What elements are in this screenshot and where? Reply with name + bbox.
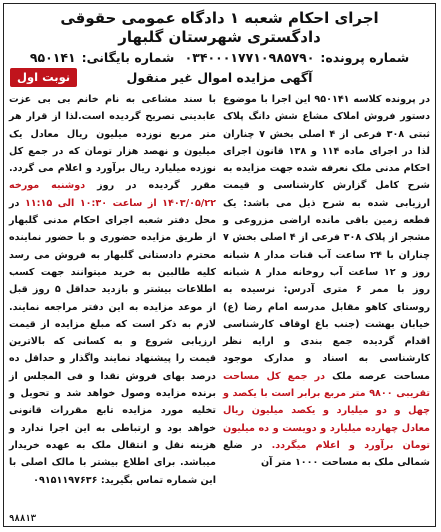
left-column-text [9,91,216,489]
reference-code: ۹۸۸۱۳ [9,514,37,524]
right-text-2: در ضلع شمالی ملک به مساحت ۱۰۰۰ متر آن [223,439,430,469]
round-badge: نوبت اول [10,68,77,87]
notice-body [4,89,435,489]
notice-title-line1: اجرای احکام شعبه ۱ دادگاه عمومی حقوقی [60,9,379,27]
notice-page [3,3,436,527]
archive-number: ۹۵۰۱۴۱ [29,50,76,65]
case-number-label: شماره پرونده: [320,50,410,65]
notice-subtitle: آگهی مزایده اموال غیر منقول [126,70,313,85]
case-number: ۰۳۴۰۰۰۱۷۷۱۰۹۸۵۷۹۰ [184,50,315,65]
left-text-2: در محل دفتر شعبه اجرای احکام مدنی گلبهار از طریق مزایده حضوری و با حضور نماینده محترم دادستانی گلبهار به فروش می رسد کلیه طالبین به خرید میتوانند جهت کسب اطلاعات بیشتر و بازدید حداقل ۵ روز قبل از موعد مزایده به این دفتر مراجعه نمایند. لازم به ذکر است که مبلغ مزایده از قیمت ارزیابی شروع و به کسانی که بالاترین قیمت را پیشنهاد نمایند واگذار و حداقل ده درصد بهای فروش نقدا و فی المجلس از برنده مزایده وصول خواهد شد و تحویل و تخلیه مورد مزایده تابع مقررات قانونی خواهد بود و ارتباطی به این اجرا ندارد و هزینه نقل و انتقال ملک به عهده خریدار میباشد. برای اطلاع بیشتر با مالک اصلی با این شماره تماس بگیرید: ۰۹۱۵۱۱۹۷۶۳۶ [9,197,217,486]
right-column [223,91,430,489]
notice-title-line2: دادگستری شهرستان گلبهار [118,28,321,46]
right-text-highlight: در جمع کل مساحت تقریبی ۹۸۰۰ متر مربع برابر است با یکصد و چهل و دو میلیارد و یکصد میلیون ریال معادل چهارده میلیارد و دویست و ده میلیون تومان برآورد و اعلام میگردد. [223,370,431,451]
auction-date-highlight: دوشنبه مورخه ۱۴۰۳/۰۵/۲۲ از ساعت ۱۰:۳۰ الی ۱۱:۱۵ [9,180,217,209]
archive-number-label: شماره بایگانی: [81,50,175,65]
right-column-text [223,91,430,472]
subtitle-row [4,67,435,89]
left-text-1: با سند مشاعی به نام خانم بی بی عزت عابدینی تصریح گردیده است.لذا از قرار هر متر مربع نوزده میلیون ریال معادل یک میلیون و نهصد هزار تومان که در جمع کل نوزده میلیارد ریال برآورد و اعلام می گردد. مقرر گردیده در روز [9,94,217,192]
notice-header [4,4,435,67]
right-text-1: در پرونده کلاسه ۹۵۰۱۴۱ این اجرا با موضوع دستور فروش املاک مشاع شش دانگ پلاک ثبتی ۳۰۸ فرعی از ۴ اصلی بخش ۷ چناران لذا در اجرای ماده ۱۱۴ و ۱۳۸ قانون اجرای احکام مدنی ملک نعرفه شده جهت مزایده به شرح کامل گزارش کارشناسی و قیمت ارزیابی شده به شرح ذیل می باشد: یک قطعه زمین باقی مانده اراضی مزروعی و مشجر از پلاک ۳۰۸ فرعی از ۴ اصلی بخش ۷ چناران با ۲۴ ساعت آب قنات مدار ۸ شبانه روز و ۱۲ ساعت آب روخانه مدار ۸ شبانه روز با ممر ۶ متری آدرس: نرسیده به روستای کاهو مقابل مدرسه امام رضا (ع) خیابان بهشت (جنب باغ اوقاف کارشناسی اقدام گردیده جمع بندی و ارایه نظر کارشناسی به اسناد و مدارک موجود مساحت عرصه ملک [223,94,431,382]
left-column [9,91,216,489]
case-number-row [4,48,435,67]
